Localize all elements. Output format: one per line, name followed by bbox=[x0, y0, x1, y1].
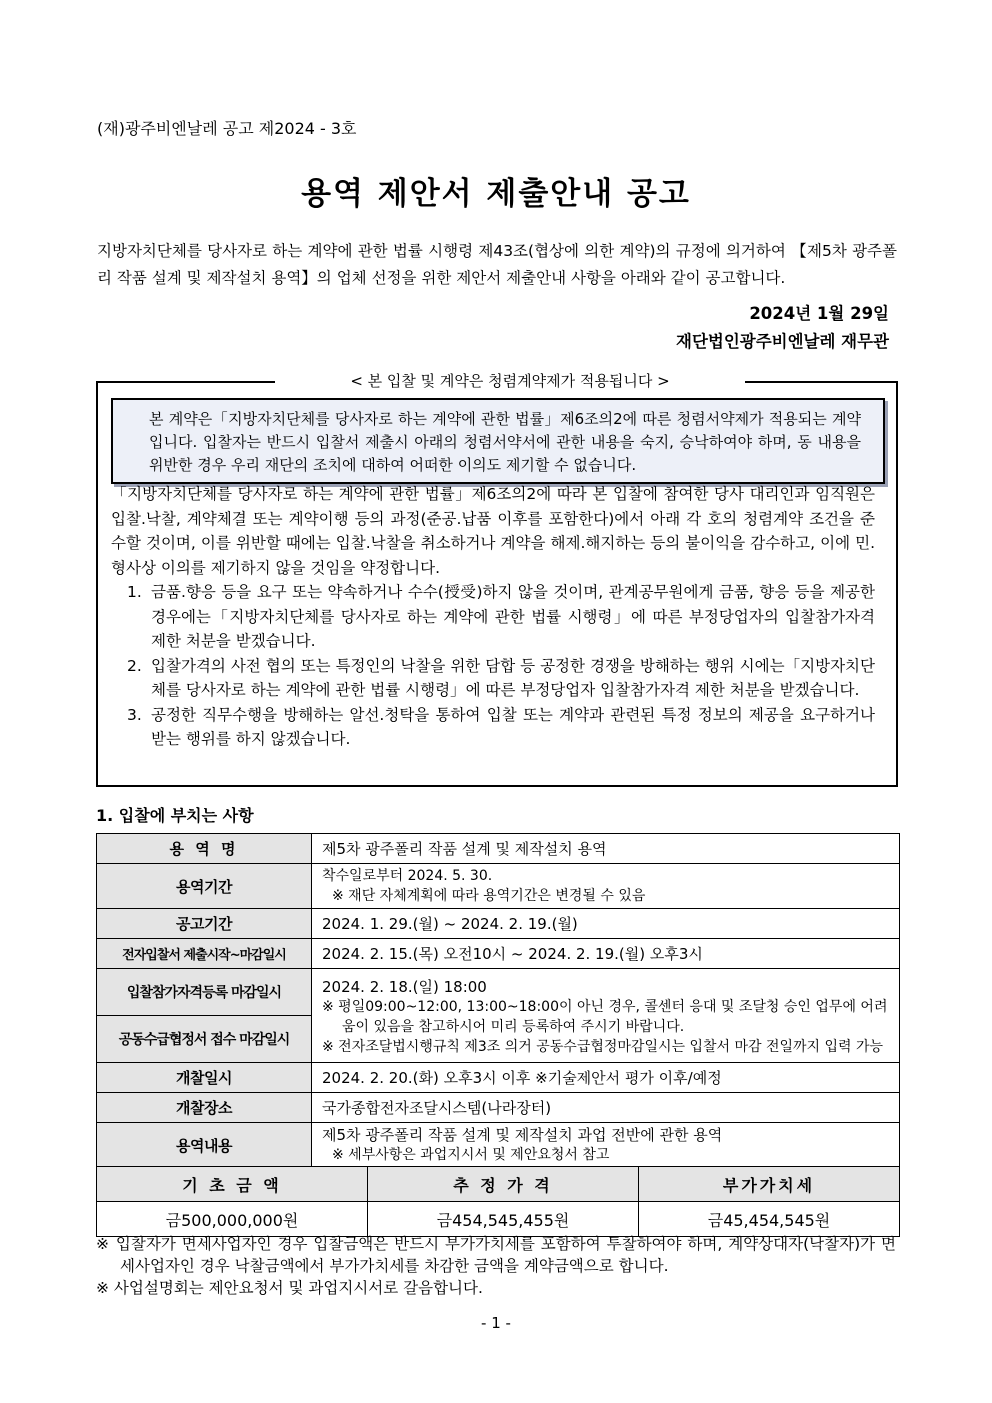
page-title: 용역 제안서 제출안내 공고 bbox=[301, 176, 691, 212]
table-row bbox=[97, 939, 900, 969]
row-label: 용역내용 bbox=[97, 1123, 312, 1168]
table-row bbox=[97, 969, 900, 1016]
list-item-number: 2. bbox=[127, 656, 142, 675]
table-row bbox=[97, 1202, 900, 1237]
row-label: 용 역 명 bbox=[97, 834, 312, 864]
amount-table bbox=[96, 1166, 900, 1237]
row-value: 2024. 2. 20.(화) 오후3시 이후 ※기술제안서 평가 이후/예정 bbox=[312, 1063, 900, 1093]
integrity-summary-box bbox=[111, 398, 885, 484]
row-label: 개찰장소 bbox=[97, 1093, 312, 1123]
table-row bbox=[97, 1123, 900, 1168]
registration-note: ※ 평일09:00~12:00, 13:00~18:00이 아닌 경우, 콜센터 응대 및 조달청 승인 업무에 어려움이 있음을 참고하시어 미리 등록하여 주시기 바랍니다. bbox=[322, 998, 888, 1035]
row-label: 전자입찰서 제출시작~마감일시 bbox=[97, 939, 312, 969]
list-item bbox=[127, 580, 875, 654]
row-label: 입찰참가자격등록 마감일시 bbox=[97, 969, 312, 1016]
section-title: 1. 입찰에 부치는 사항 bbox=[96, 806, 254, 825]
integrity-pledge: 「지방자치단체를 당사자로 하는 계약에 관한 법률」제6조의2에 따라 본 입찰에 참여한 당사 대리인과 임직원은 입찰.낙찰, 계약체결 또는 계약이행 등의 과정(준공.납품 이후를 포함한다)에서 아래 각 호의 청렴계약 조건을 준수할 것이며, 이를 위반할 때에는 입찰.낙찰을 취소하거나 계약을 해제.해지하는 등의 불이익을 감수하고, 이에 민.형사상 이의를 제기하지 않을 것임을 약정합니다. bbox=[111, 485, 875, 577]
row-label: 용역기간 bbox=[97, 864, 312, 909]
table-row bbox=[97, 834, 900, 864]
period-note: ※ 재단 자체계획에 따라 용역기간은 변경될 수 있음 bbox=[332, 888, 646, 904]
list-item-text: 금품.향응 등을 요구 또는 약속하거나 수수(授受)하지 않을 것이며, 관계공무원에게 금품, 향응 등을 제공한 경우에는「지방자치단체를 당사자로 하는 계약에 관한 법률 시행령」에 따른 부정당업자의 입찰참가자격 제한 처분을 받겠습니다. bbox=[151, 583, 875, 650]
row-value: 2024. 1. 29.(월) ~ 2024. 2. 19.(월) bbox=[312, 909, 900, 939]
bid-info-table bbox=[96, 833, 900, 1168]
table-row bbox=[97, 1093, 900, 1123]
list-item bbox=[127, 703, 875, 752]
base-amount-header: 기 초 금 액 bbox=[97, 1167, 368, 1202]
row-value bbox=[312, 969, 900, 1063]
table-row bbox=[97, 864, 900, 909]
list-item-text: 입찰가격의 사전 협의 또는 특정인의 낙찰을 위한 담합 등 공정한 경쟁을 방해하는 행위 시에는「지방자치단체를 당사자로 하는 계약에 관한 법률 시행령」에 따른 부정당업자 입찰참가자격 제한 처분을 받겠습니다. bbox=[151, 656, 875, 699]
footnotes bbox=[96, 1233, 896, 1299]
notice-date: 2024년 1월 29일 bbox=[749, 304, 889, 323]
footnote-tax-exempt: ※ 입찰자가 면세사업자인 경우 입찰금액은 반드시 부가가치세를 포함하여 투찰하여야 하며, 계약상대자(낙찰자)가 면세사업자인 경우 낙찰금액에서 부가가치세를 차감한 금액을 계약금액으로 합니다. bbox=[96, 1235, 896, 1275]
pledge-list bbox=[127, 580, 875, 752]
notice-number: (재)광주비엔날레 공고 제2024 - 3호 bbox=[97, 119, 357, 138]
row-value bbox=[312, 864, 900, 909]
row-label: 공동수급협정서 접수 마감일시 bbox=[97, 1016, 312, 1063]
row-label: 개찰일시 bbox=[97, 1063, 312, 1093]
row-value bbox=[312, 1123, 900, 1168]
base-amount-value: 금500,000,000원 bbox=[97, 1202, 368, 1237]
estimated-price-value: 금454,545,455원 bbox=[368, 1202, 639, 1237]
joint-note: ※ 전자조달법시행규칙 제3조 의거 공동수급협정마감일시는 입찰서 마감 전일까지 입력 가능 bbox=[322, 1038, 884, 1055]
content-note: ※ 세부사항은 과업지시서 및 제안요청서 참고 bbox=[332, 1147, 610, 1163]
vat-value: 금45,454,545원 bbox=[639, 1202, 900, 1237]
integrity-summary-text: 본 계약은「지방자치단체를 당사자로 하는 계약에 관한 법률」제6조의2에 따른 청렴서약제가 적용되는 계약입니다. 입찰자는 반드시 입찰서 제출시 아래의 청렴서약서에 관한 내용을 숙지, 승낙하여야 하며, 동 내용을 위반한 경우 우리 재단의 조치에 대하여 어떠한 이의도 제기할 수 없습니다. bbox=[149, 410, 861, 474]
vat-header: 부가가치세 bbox=[639, 1167, 900, 1202]
intro-paragraph: 지방자치단체를 당사자로 하는 계약에 관한 법률 시행령 제43조(협상에 의한 계약)의 규정에 의거하여 【제5차 광주폴리 작품 설계 및 제작설치 용역】의 업체 선정을 위한 제안서 제출안내 사항을 아래와 같이 공고합니다. bbox=[97, 242, 897, 287]
integrity-caption: < 본 입찰 및 계약은 청렴계약제가 적용됩니다 > bbox=[275, 370, 745, 391]
row-label: 공고기간 bbox=[97, 909, 312, 939]
page-number: - 1 - bbox=[481, 1314, 511, 1332]
table-row bbox=[97, 1167, 900, 1202]
registration-value: 2024. 2. 18.(일) 18:00 bbox=[322, 977, 487, 996]
table-row bbox=[97, 909, 900, 939]
row-value: 국가종합전자조달시스템(나라장터) bbox=[312, 1093, 900, 1123]
table-row bbox=[97, 1063, 900, 1093]
list-item-number: 1. bbox=[127, 583, 142, 601]
period-value: 착수일로부터 2024. 5. 30. bbox=[322, 868, 493, 884]
issuing-org: 재단법인광주비엔날레 재무관 bbox=[676, 332, 889, 351]
row-value: 제5차 광주폴리 작품 설계 및 제작설치 용역 bbox=[312, 834, 900, 864]
list-item-number: 3. bbox=[127, 705, 142, 724]
footnote-briefing: ※ 사업설명회는 제안요청서 및 과업지시서로 갈음합니다. bbox=[96, 1279, 483, 1297]
list-item bbox=[127, 654, 875, 703]
estimated-price-header: 추 정 가 격 bbox=[368, 1167, 639, 1202]
row-value: 2024. 2. 15.(목) 오전10시 ~ 2024. 2. 19.(월) 오후3시 bbox=[312, 939, 900, 969]
content-value: 제5차 광주폴리 작품 설계 및 제작설치 과업 전반에 관한 용역 bbox=[322, 1126, 723, 1144]
list-item-text: 공정한 직무수행을 방해하는 알선.청탁을 통하여 입찰 또는 계약과 관련된 특정 정보의 제공을 요구하거나 받는 행위를 하지 않겠습니다. bbox=[151, 705, 875, 748]
